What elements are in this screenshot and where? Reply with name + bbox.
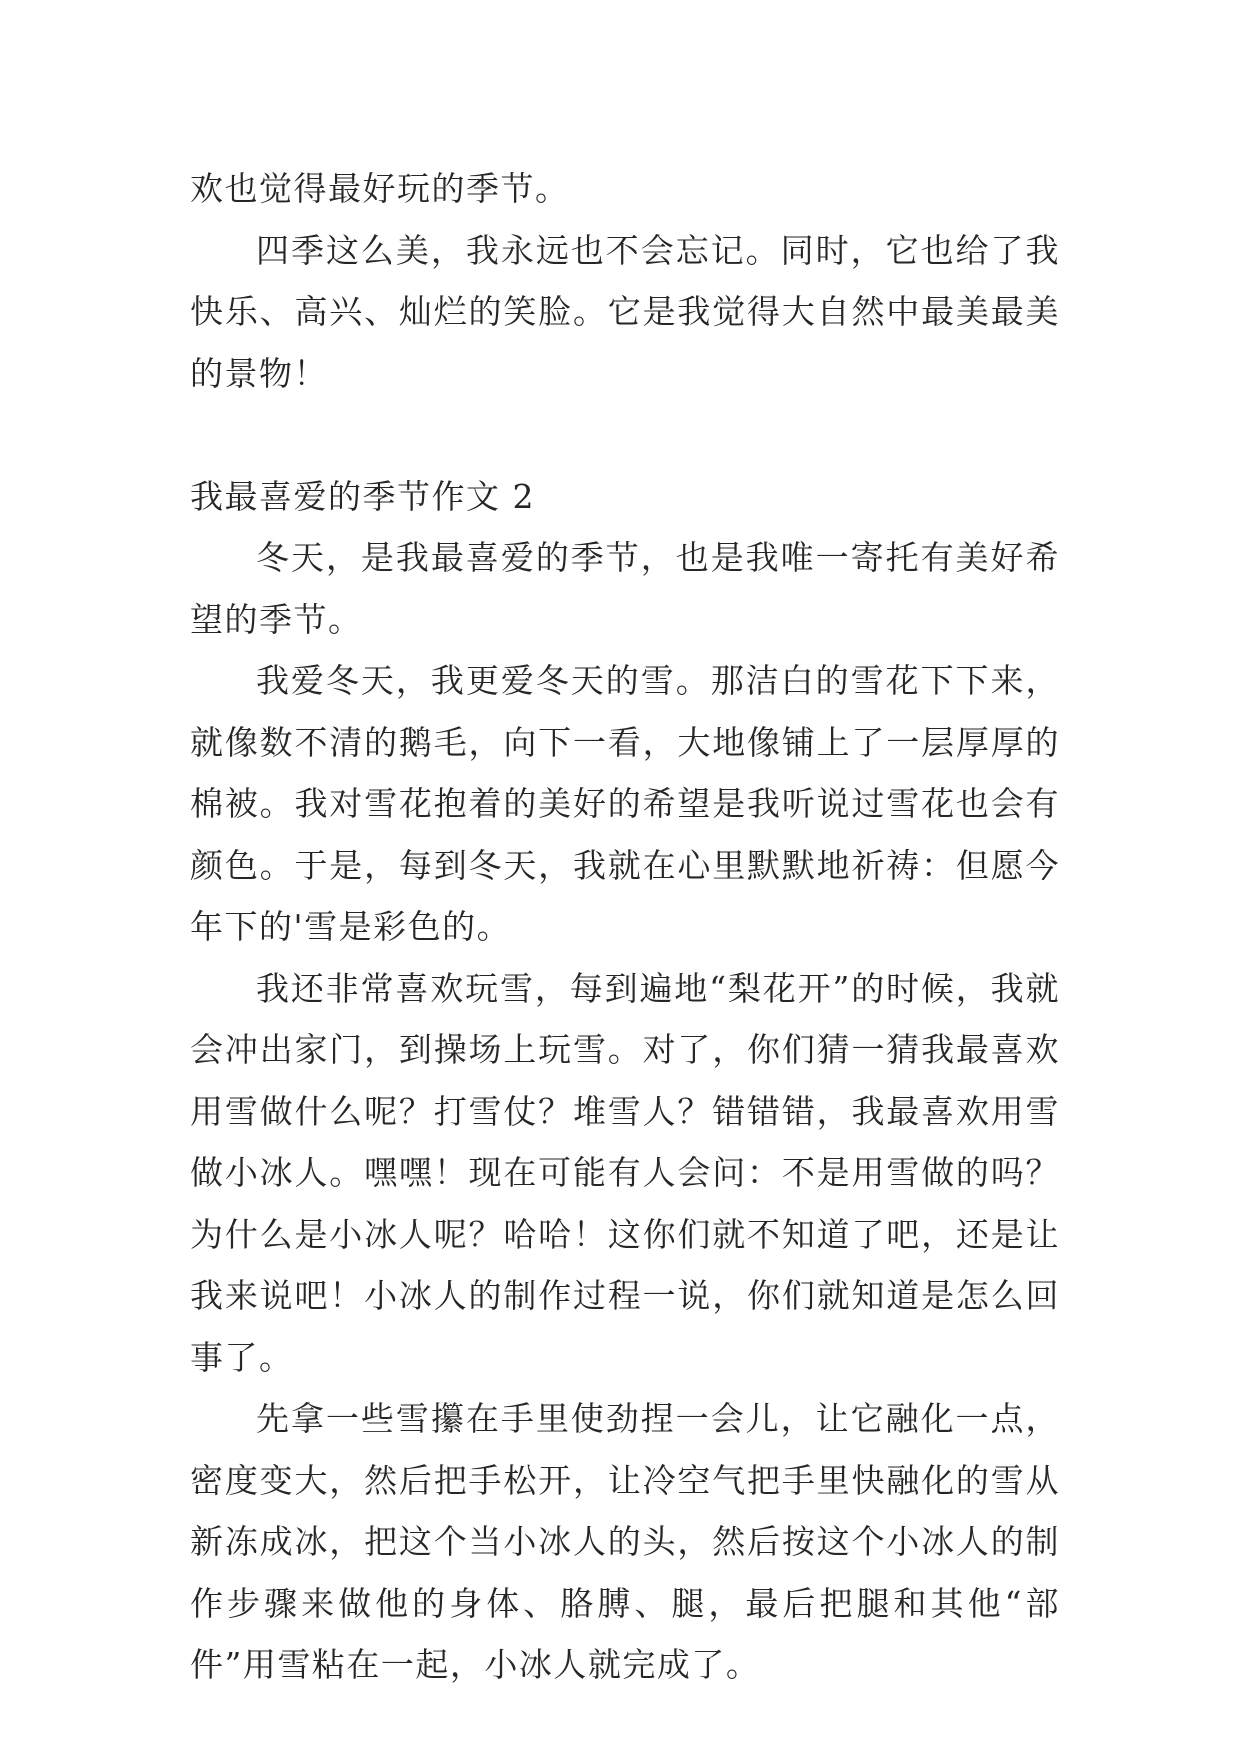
paragraph-winter-favorite: 冬天，是我最喜爱的季节，也是我唯一寄托有美好希望的季节。	[190, 538, 1060, 639]
paragraph-play-snow: 我还非常喜欢玩雪，每到遍地“梨花开”的时候，我就会冲出家门，到操场上玩雪。对了，你们猜一猜我最喜欢用雪做什么呢？打雪仗？堆雪人？错错错，我最喜欢用雪做小冰人。嘿嘿！现在可能有人会问：不是用雪做的吗？为什么是小冰人呢？哈哈！这你们就不知道了吧，还是让我来说吧！小冰人的制作过程一说，你们就知道是怎么回事了。	[190, 968, 1060, 1377]
paragraph-four-seasons: 四季这么美，我永远也不会忘记。同时，它也给了我快乐、高兴、灿烂的笑脸。它是我觉得大自然中最美最美的景物！	[190, 230, 1060, 393]
paragraph-continuation: 欢也觉得最好玩的季节。	[190, 169, 570, 208]
section-spacer	[190, 404, 1060, 466]
section-title: 我最喜爱的季节作文 2	[190, 476, 535, 516]
document-body	[190, 158, 1060, 1696]
paragraph-love-snow: 我爱冬天，我更爱冬天的雪。那洁白的雪花下下来，就像数不清的鹅毛，向下一看，大地像铺上了一层厚厚的棉被。我对雪花抱着的美好的希望是我听说过雪花也会有颜色。于是，每到冬天，我就在心里默默地祈祷：但愿今年下的'雪是彩色的。	[190, 661, 1060, 946]
paragraph-ice-man-steps: 先拿一些雪攥在手里使劲捏一会儿，让它融化一点，密度变大，然后把手松开，让冷空气把手里快融化的雪从新冻成冰，把这个当小冰人的头，然后按这个小冰人的制作步骤来做他的身体、胳膊、腿，最后把腿和其他“部件”用雪粘在一起，小冰人就完成了。	[190, 1399, 1060, 1684]
